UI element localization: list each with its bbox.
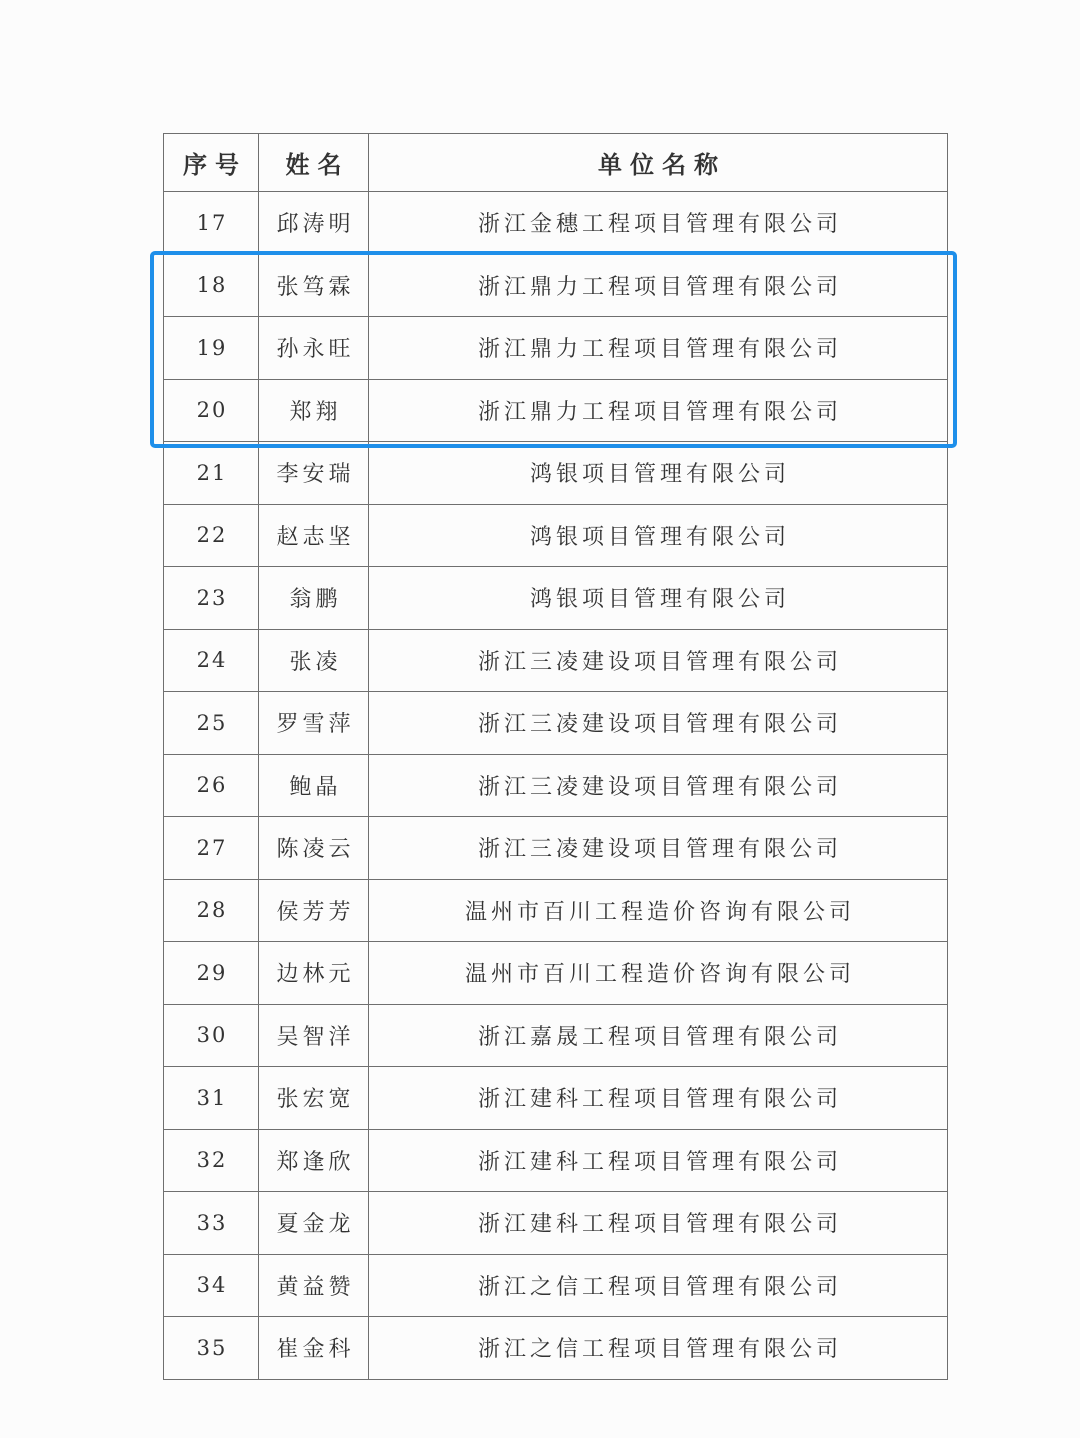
person-name: 边林元 [259, 942, 369, 1005]
row-number: 27 [164, 817, 259, 880]
row-number: 22 [164, 504, 259, 567]
row-number: 34 [164, 1254, 259, 1317]
person-name: 吴智洋 [259, 1004, 369, 1067]
row-number: 29 [164, 942, 259, 1005]
table-row [164, 442, 948, 505]
table-row [164, 1067, 948, 1130]
person-name: 侯芳芳 [259, 879, 369, 942]
person-name: 张凌 [259, 629, 369, 692]
table-row [164, 317, 948, 380]
company-name: 浙江三凌建设项目管理有限公司 [369, 629, 948, 692]
company-name: 浙江嘉晟工程项目管理有限公司 [369, 1004, 948, 1067]
company-name: 鸿银项目管理有限公司 [369, 442, 948, 505]
company-name: 浙江之信工程项目管理有限公司 [369, 1317, 948, 1380]
table-row [164, 1129, 948, 1192]
person-name: 孙永旺 [259, 317, 369, 380]
row-number: 20 [164, 379, 259, 442]
roster-header [164, 134, 948, 192]
company-name: 浙江建科工程项目管理有限公司 [369, 1067, 948, 1130]
table-row [164, 254, 948, 317]
company-name: 鸿银项目管理有限公司 [369, 504, 948, 567]
table-row [164, 1254, 948, 1317]
person-name: 夏金龙 [259, 1192, 369, 1255]
company-name: 浙江建科工程项目管理有限公司 [369, 1192, 948, 1255]
person-name: 陈凌云 [259, 817, 369, 880]
row-number: 31 [164, 1067, 259, 1130]
person-name: 郑翔 [259, 379, 369, 442]
person-name: 鲍晶 [259, 754, 369, 817]
company-name: 鸿银项目管理有限公司 [369, 567, 948, 630]
company-name: 浙江三凌建设项目管理有限公司 [369, 754, 948, 817]
row-number: 30 [164, 1004, 259, 1067]
company-name: 浙江三凌建设项目管理有限公司 [369, 692, 948, 755]
header-cell-name: 姓名 [259, 134, 369, 192]
row-number: 28 [164, 879, 259, 942]
row-number: 35 [164, 1317, 259, 1380]
table-row [164, 379, 948, 442]
person-name: 翁鹏 [259, 567, 369, 630]
row-number: 25 [164, 692, 259, 755]
roster-body [164, 192, 948, 1380]
table-row [164, 629, 948, 692]
company-name: 浙江鼎力工程项目管理有限公司 [369, 254, 948, 317]
table-row [164, 1192, 948, 1255]
person-name: 郑逢欣 [259, 1129, 369, 1192]
company-name: 浙江鼎力工程项目管理有限公司 [369, 317, 948, 380]
company-name: 温州市百川工程造价咨询有限公司 [369, 942, 948, 1005]
table-row [164, 1004, 948, 1067]
company-name: 浙江三凌建设项目管理有限公司 [369, 817, 948, 880]
table-row [164, 879, 948, 942]
person-name: 赵志坚 [259, 504, 369, 567]
header-row [164, 134, 948, 192]
company-name: 浙江建科工程项目管理有限公司 [369, 1129, 948, 1192]
row-number: 18 [164, 254, 259, 317]
table-row [164, 754, 948, 817]
table-row [164, 817, 948, 880]
table-row [164, 942, 948, 1005]
table-row [164, 192, 948, 255]
row-number: 19 [164, 317, 259, 380]
table-row [164, 567, 948, 630]
row-number: 33 [164, 1192, 259, 1255]
header-cell-no: 序号 [164, 134, 259, 192]
person-name: 张宏宽 [259, 1067, 369, 1130]
row-number: 32 [164, 1129, 259, 1192]
table-row [164, 504, 948, 567]
person-name: 崔金科 [259, 1317, 369, 1380]
header-cell-company: 单位名称 [369, 134, 948, 192]
company-name: 浙江之信工程项目管理有限公司 [369, 1254, 948, 1317]
row-number: 24 [164, 629, 259, 692]
company-name: 浙江金穗工程项目管理有限公司 [369, 192, 948, 255]
person-name: 罗雪萍 [259, 692, 369, 755]
roster-table [163, 133, 948, 1380]
row-number: 26 [164, 754, 259, 817]
row-number: 21 [164, 442, 259, 505]
person-name: 邱涛明 [259, 192, 369, 255]
row-number: 17 [164, 192, 259, 255]
person-name: 李安瑞 [259, 442, 369, 505]
row-number: 23 [164, 567, 259, 630]
table-row [164, 692, 948, 755]
table-row [164, 1317, 948, 1380]
person-name: 张笃霖 [259, 254, 369, 317]
company-name: 浙江鼎力工程项目管理有限公司 [369, 379, 948, 442]
company-name: 温州市百川工程造价咨询有限公司 [369, 879, 948, 942]
person-name: 黄益赞 [259, 1254, 369, 1317]
